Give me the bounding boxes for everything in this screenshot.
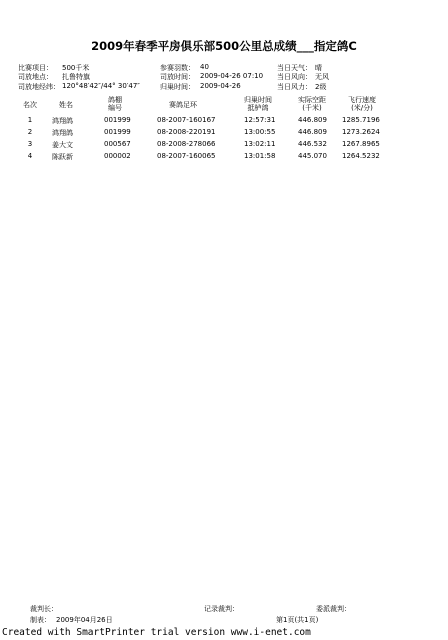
header-rank: 名次 [23, 101, 37, 109]
made-by-label: 制表： [30, 616, 51, 624]
cell-speed: 1285.7196 [342, 116, 380, 124]
cell-band: 08-2008-278066 [157, 140, 216, 148]
header-ring-line2: 编号 [108, 104, 122, 112]
header-speed-line1: 飞行速度 [348, 96, 376, 104]
cell-band: 08-2008-220191 [157, 128, 216, 136]
cell-name: 鸿翔鸽 [52, 129, 73, 137]
header-distance-line2: (千米) [302, 104, 322, 112]
header-arrival-line2: 抵栌鸽 [247, 104, 269, 112]
cell-speed: 1273.2624 [342, 128, 380, 136]
cell-distance: 446.809 [298, 128, 327, 136]
cell-band: 08-2007-160167 [157, 116, 216, 124]
referee-label: 裁判长： [30, 605, 58, 613]
cell-name: 陈跃新 [52, 153, 73, 161]
made-date: 2009年04月26日 [56, 616, 113, 624]
table-row [0, 140, 448, 150]
cell-ring: 001999 [104, 116, 131, 124]
cell-arrival: 13:02:11 [244, 140, 276, 148]
cell-arrival: 13:00:55 [244, 128, 276, 136]
cell-speed: 1264.5232 [342, 152, 380, 160]
cell-rank: 2 [27, 128, 33, 136]
header-name: 姓名 [59, 101, 73, 109]
entries-value: 40 [200, 63, 209, 71]
cell-rank: 4 [27, 152, 33, 160]
release-place-label: 司放地点： [18, 73, 53, 81]
header-distance-line1: 实际空距 [298, 96, 326, 104]
table-row [0, 152, 448, 162]
table-row [0, 128, 448, 138]
weather-label: 当日天气： [277, 64, 312, 72]
release-place-value: 扎鲁特旗 [62, 73, 90, 81]
race-item-label: 比赛项目： [18, 64, 53, 72]
table-row [0, 116, 448, 126]
release-time-label: 司放时间： [160, 73, 195, 81]
recorder-label: 记录裁判： [204, 605, 239, 613]
cell-ring: 000567 [104, 140, 131, 148]
weather-value: 晴 [315, 64, 322, 72]
release-coords-label: 司放地经纬： [18, 83, 60, 91]
cell-name: 姜大文 [52, 141, 73, 149]
page-title: 2009年春季平房俱乐部500公里总成绩___指定鸽C [91, 39, 357, 53]
cell-arrival: 12:57:31 [244, 116, 276, 124]
header-ring-line1: 鸽棚 [108, 96, 122, 104]
cell-ring: 000002 [104, 152, 131, 160]
wind-direction-value: 无风 [315, 73, 329, 81]
cell-distance: 445.070 [298, 152, 327, 160]
cell-rank: 1 [27, 116, 33, 124]
cell-distance: 446.809 [298, 116, 327, 124]
header-arrival-line1: 归巢时间 [244, 96, 272, 104]
release-time-value: 2009-04-26 07:10 [200, 72, 264, 80]
wind-direction-label: 当日风向： [277, 73, 312, 81]
return-time-label: 归巢时间： [160, 83, 195, 91]
release-coords-value: 120°48′42″/44° 30′47″ [62, 82, 140, 90]
cell-speed: 1267.8965 [342, 140, 380, 148]
cell-ring: 001999 [104, 128, 131, 136]
race-item-value: 500千米 [62, 64, 90, 72]
cell-rank: 3 [27, 140, 33, 148]
wind-force-label: 当日风力： [277, 83, 312, 91]
cell-name: 鸿翔鸽 [52, 117, 73, 125]
page-number: 第1页(共1页) [276, 616, 319, 624]
header-band: 赛鸽足环 [169, 101, 197, 109]
entries-label: 参赛羽数： [160, 64, 195, 72]
trial-watermark: Created with SmartPrinter trial version www.i-enet.com [2, 627, 311, 638]
dispatcher-label: 委派裁判： [316, 605, 351, 613]
cell-band: 08-2007-160065 [157, 152, 216, 160]
return-time-value: 2009-04-26 [200, 82, 241, 90]
header-speed-line2: (米/分) [351, 104, 373, 112]
wind-force-value: 2级 [315, 83, 327, 91]
cell-distance: 446.532 [298, 140, 327, 148]
cell-arrival: 13:01:58 [244, 152, 276, 160]
